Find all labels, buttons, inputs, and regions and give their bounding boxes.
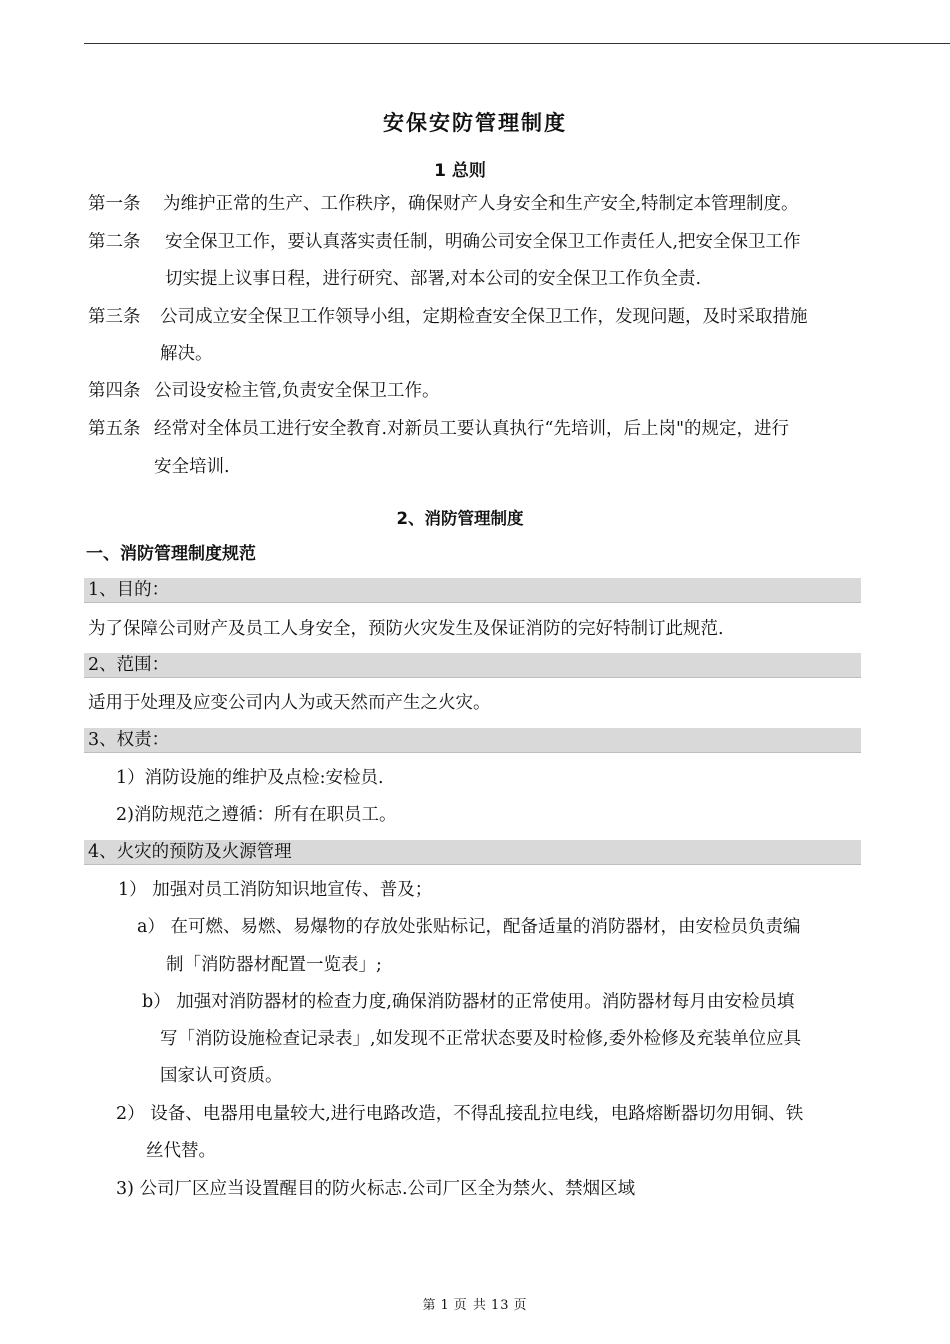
article-text: 安全保卫工作，要认真落实责任制，明确公司安全保卫工作责任人,把安全保卫工作 xyxy=(165,232,801,252)
duty-label: 3、权责： xyxy=(88,730,170,750)
fire-item: 2） 设备、电器用电量较大,进行电路改造，不得乱接乱拉电线，电路熔断器切勿用铜、铁 xyxy=(116,1104,804,1124)
article-text: 切实提上议事日程，进行研究、部署,对本公司的安全保卫工作负全责. xyxy=(165,269,702,289)
article-label: 第五条 xyxy=(88,419,141,439)
article-label: 第四条 xyxy=(88,381,141,401)
header-rule xyxy=(84,43,950,44)
document-title: 安保安防管理制度 xyxy=(383,111,567,135)
fire-subitem: 国家认可资质。 xyxy=(160,1066,283,1086)
shaded-heading-scope xyxy=(84,653,861,678)
article-text: 公司成立安全保卫工作领导小组，定期检查安全保卫工作，发现问题，及时采取措施 xyxy=(160,307,808,327)
duty-item: 2)消防规范之遵循：所有在职员工。 xyxy=(116,805,397,825)
fire-label: 4、火灾的预防及火源管理 xyxy=(88,842,292,862)
fire-subitem: 制「消防器材配置一览表」; xyxy=(166,955,382,975)
section2-heading: 2、消防管理制度 xyxy=(396,509,524,528)
scope-text: 适用于处理及应变公司内人为或天然而产生之火灾。 xyxy=(88,693,491,713)
duty-item: 1）消防设施的维护及点检:安检员. xyxy=(116,768,384,788)
article-text: 公司设安检主管,负责安全保卫工作。 xyxy=(154,381,440,401)
article-label: 第三条 xyxy=(88,307,141,327)
fire-subitem: b） 加强对消防器材的检查力度,确保消防器材的正常使用。消防器材每月由安检员填 xyxy=(142,992,795,1012)
fire-subitem: 写「消防设施检查记录表」,如发现不正常状态要及时检修,委外检修及充装单位应具 xyxy=(160,1029,802,1049)
article-text: 解决。 xyxy=(160,344,213,364)
shaded-heading-purpose xyxy=(84,578,861,603)
total-pages: 13 xyxy=(490,1298,510,1313)
scope-label: 2、范围： xyxy=(88,655,170,675)
shaded-heading-fire xyxy=(84,840,861,865)
shaded-heading-duty xyxy=(84,728,861,753)
article-text: 安全培训. xyxy=(154,457,230,477)
article-text: 经常对全体员工进行安全教育.对新员工要认真执行“先培训，后上岗"的规定，进行 xyxy=(154,419,790,439)
fire-item: 1） 加强对员工消防知识地宣传、普及； xyxy=(118,880,433,900)
article-text: 为维护正常的生产、工作秩序，确保财产人身安全和生产安全,特制定本管理制度。 xyxy=(163,194,799,214)
page-footer: 第 1 页 共 13 页 xyxy=(422,1298,528,1313)
purpose-text: 为了保障公司财产及员工人身安全，预防火灾发生及保证消防的完好特制订此规范. xyxy=(88,619,724,639)
fire-item: 3) 公司厂区应当设置醒目的防火标志.公司厂区全为禁火、禁烟区域 xyxy=(116,1179,636,1199)
section2-subheading: 一、消防管理制度规范 xyxy=(86,544,256,564)
current-page: 1 xyxy=(440,1298,450,1313)
article-label: 第一条 xyxy=(88,194,141,214)
fire-subitem: a） 在可燃、易燃、易爆物的存放处张贴标记，配备适量的消防器材，由安检员负责编 xyxy=(137,917,801,937)
section1-heading: 1 总则 xyxy=(434,161,486,181)
purpose-label: 1、目的： xyxy=(88,580,170,600)
fire-item: 丝代替。 xyxy=(146,1141,216,1161)
article-label: 第二条 xyxy=(88,232,141,252)
